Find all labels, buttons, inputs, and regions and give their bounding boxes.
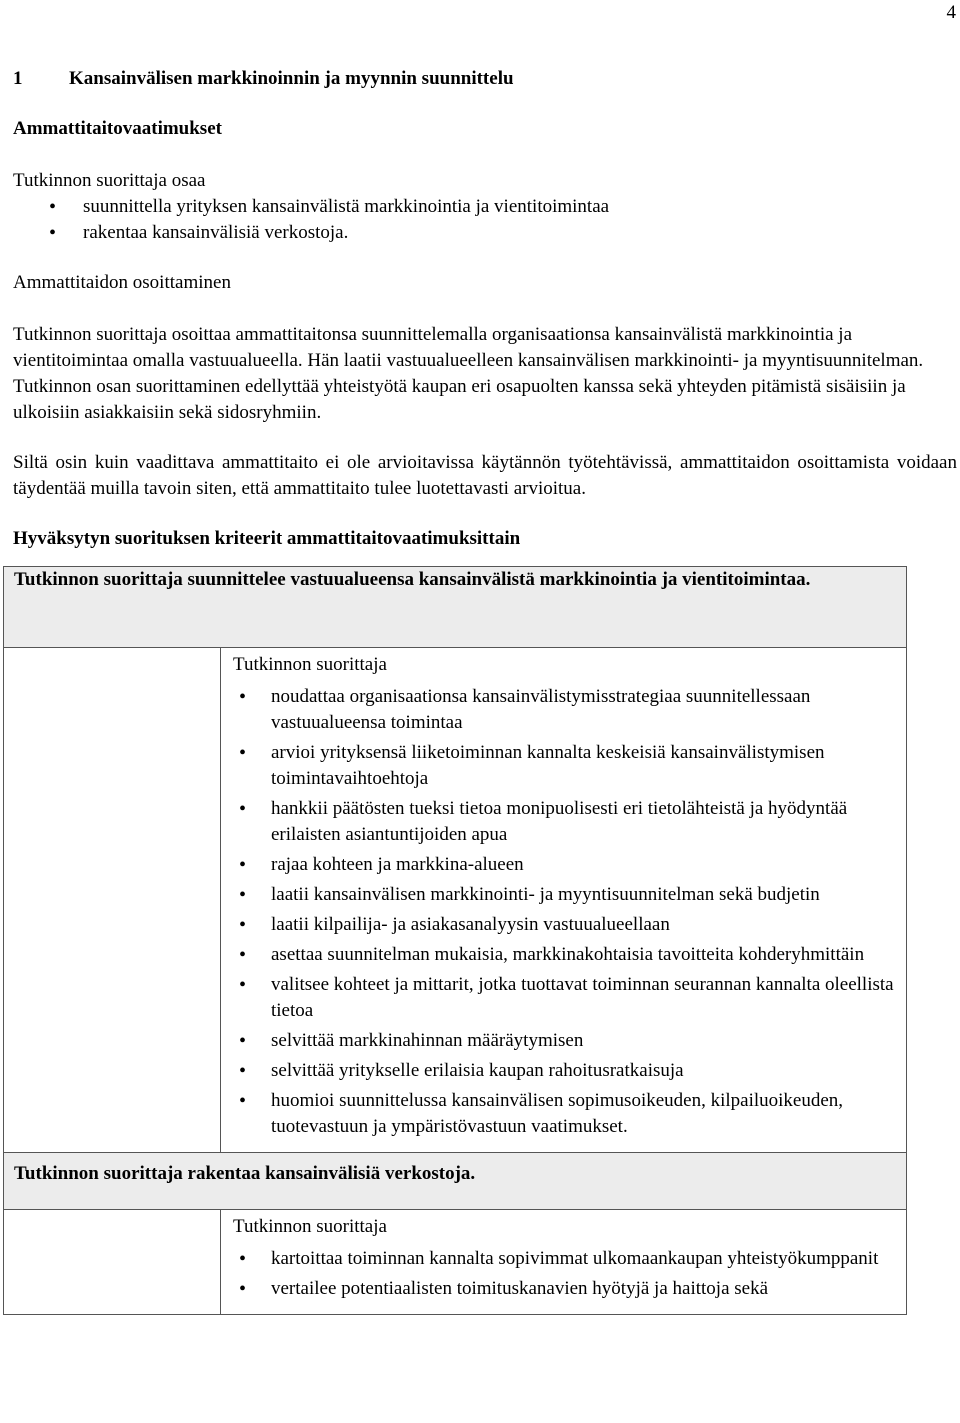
list-item: • arvioi yrityksensä liiketoiminnan kannalta keskeisiä kansainvälistymisen toimintavaihtoehtoja [233, 740, 896, 792]
criteria-left-cell [4, 648, 221, 1153]
criteria-list [233, 684, 896, 1140]
list-item: • selvittää yritykselle erilaisia kaupan rahoitusratkaisuja [233, 1058, 896, 1084]
demonstration-paragraph-2: Siltä osin kuin vaadittava ammattitaito ei ole arvioitavissa käytännön työtehtävissä, ammattitaidon osoittamista voidaan täydentää muilla tavoin siten, että ammattitaito tulee luotettavasti arvioitua. [13, 452, 957, 499]
list-item: • laatii kansainvälisen markkinointi- ja myyntisuunnitelman sekä budjetin [233, 882, 896, 908]
requirements-list [13, 194, 957, 246]
section-number: 1 [13, 68, 23, 89]
criteria-table [3, 566, 907, 1315]
list-item: • huomioi suunnittelussa kansainvälisen sopimusoikeuden, kilpailuoikeuden, tuotevastuun ja ympäristövastuun vaatimukset. [233, 1088, 896, 1140]
criteria-intro: Tutkinnon suorittaja [233, 1216, 387, 1237]
list-item: • suunnittella yrityksen kansainvälistä markkinointia ja vientitoimintaa [13, 194, 957, 220]
section-title: Kansainvälisen markkinoinnin ja myynnin suunnittelu [69, 68, 514, 89]
list-item: • rajaa kohteen ja markkina-alueen [233, 852, 896, 878]
criteria-right-cell [221, 1210, 907, 1315]
list-item: • kartoittaa toiminnan kannalta sopivimmat ulkomaankaupan yhteistyökumppanit [233, 1246, 896, 1272]
list-item: • rakentaa kansainvälisiä verkostoja. [13, 220, 957, 246]
criteria-group-title: Tutkinnon suorittaja suunnittelee vastuualueensa kansainvälistä markkinointia ja vientitoimintaa. [4, 567, 907, 648]
criteria-heading: Hyväksytyn suorituksen kriteerit ammattitaitovaatimuksittain [13, 528, 521, 549]
page-number: 4 [946, 2, 956, 23]
list-item: • vertailee potentiaalisten toimituskanavien hyötyjä ja haittoja sekä [233, 1276, 896, 1302]
document-body [13, 66, 957, 1315]
list-item: • asettaa suunnitelman mukaisia, markkinakohtaisia tavoitteita kohderyhmittäin [233, 942, 896, 968]
requirements-heading: Ammattitaitovaatimukset [13, 118, 222, 139]
list-item: • valitsee kohteet ja mittarit, jotka tuottavat toiminnan seurannan kannalta oleellista tietoa [233, 972, 896, 1024]
section-heading [13, 66, 957, 92]
requirements-intro: Tutkinnon suorittaja osaa [13, 170, 206, 191]
demonstration-heading: Ammattitaidon osoittaminen [13, 272, 231, 293]
criteria-group-title: Tutkinnon suorittaja rakentaa kansainvälisiä verkostoja. [4, 1153, 907, 1210]
criteria-intro: Tutkinnon suorittaja [233, 654, 387, 675]
list-item: • noudattaa organisaationsa kansainvälistymisstrategiaa suunnitellessaan vastuualueensa toimintaa [233, 684, 896, 736]
list-item: • hankkii päätösten tueksi tietoa monipuolisesti eri tietolähteistä ja hyödyntää erilaisten asiantuntijoiden apua [233, 796, 896, 848]
criteria-left-cell [4, 1210, 221, 1315]
criteria-list [233, 1246, 896, 1302]
demonstration-paragraph: Tutkinnon suorittaja osoittaa ammattitaitonsa suunnittelemalla organisaationsa kansainvälistä markkinointia ja vientitoimintaa omalla vastuualueella. Hän laatii vastuualueelleen kansainvälisen markkinointi- ja myyntisuunnitelman. Tutkinnon osan suorittaminen edellyttää yhteistyötä kaupan eri osapuolten kanssa sekä yhteyden pitämistä sisäisiin ja ulkoisiin asiakkaisiin sekä sidosryhmiin. [13, 324, 924, 423]
list-item: • selvittää markkinahinnan määräytymisen [233, 1028, 896, 1054]
list-item: • laatii kilpailija- ja asiakasanalyysin vastuualueellaan [233, 912, 896, 938]
criteria-right-cell [221, 648, 907, 1153]
